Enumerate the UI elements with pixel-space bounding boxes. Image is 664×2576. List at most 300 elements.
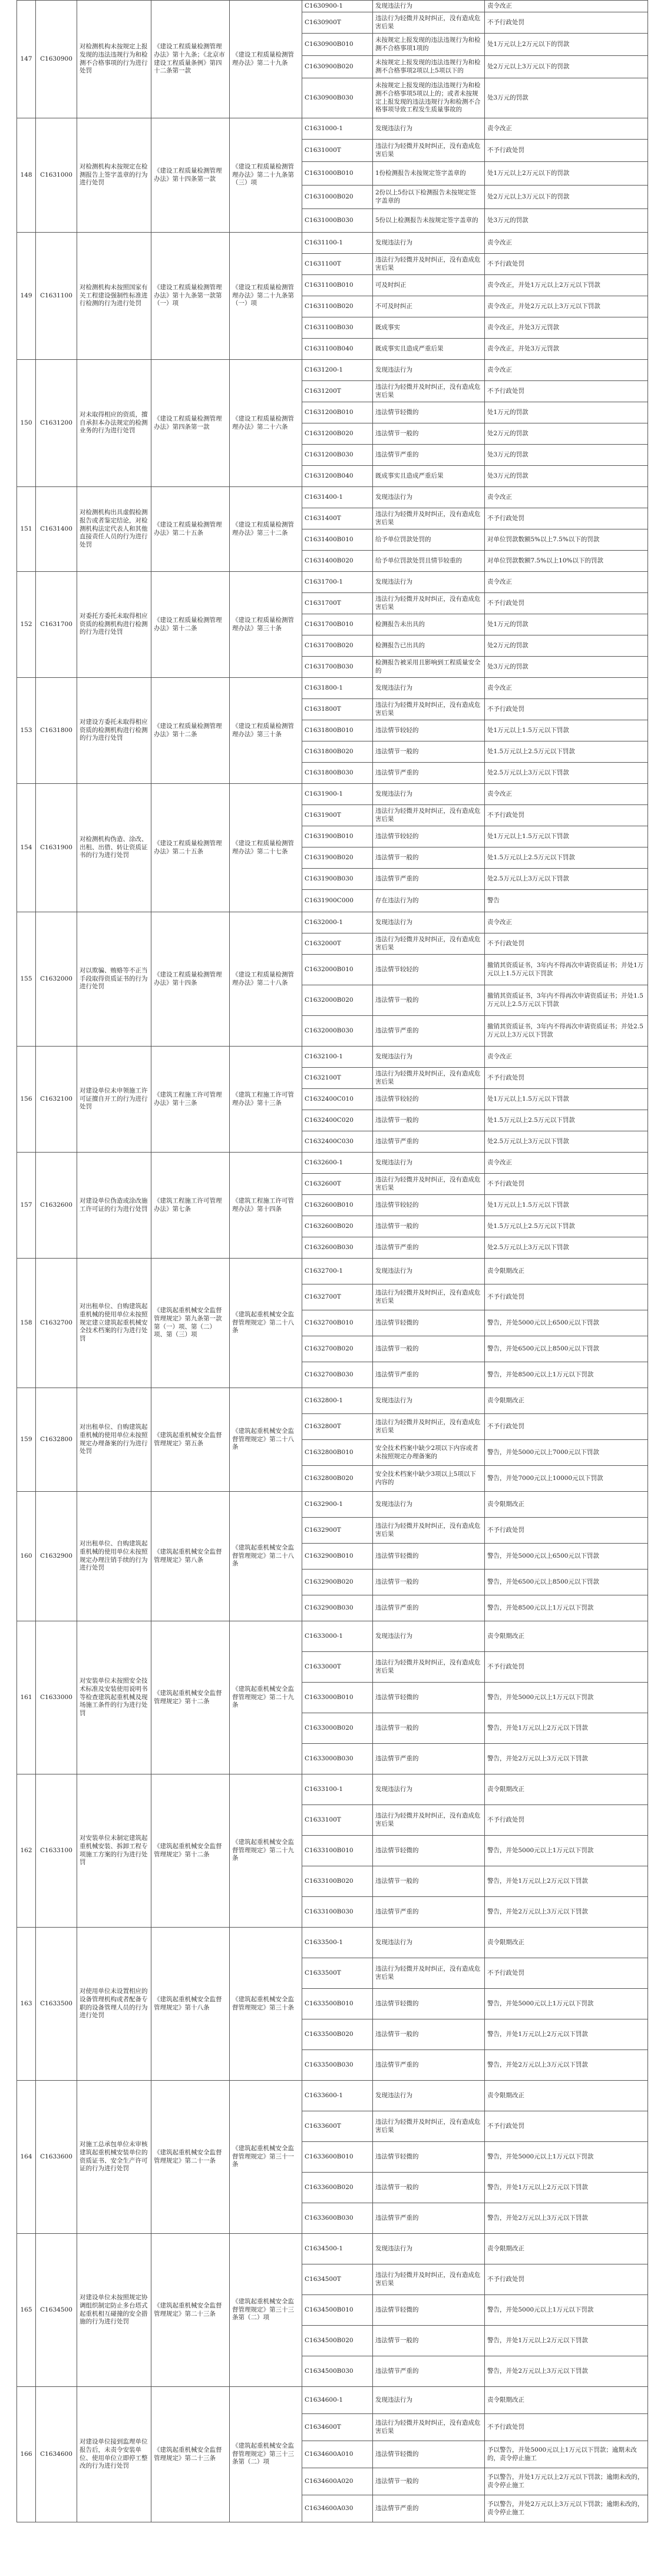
violation-circumstance: 违法行为轻微并及时纠正，没有造成危害后果 [373,805,485,826]
sub-item-code: C1631000T [302,140,373,162]
sub-item-code: C1631800-1 [302,678,373,699]
sub-item-code: C1633100T [302,1805,373,1836]
violation-circumstance: 违法情节较轻的 [373,1195,485,1216]
violation-circumstance: 存在违法行为的 [373,890,485,912]
penalty-standard: 警告，并处2万元以上3万元以下罚款 [485,2356,648,2387]
legal-basis-violation: 《建筑起重机械安全监督管理规定》第二十三条 [151,2234,230,2387]
row-number: 160 [17,1492,36,1621]
violation-circumstance: 违法情节一般的 [373,2468,485,2495]
legal-basis-penalty: 《建筑起重机械安全监督管理规定》第二十九条 [230,1774,302,1928]
row-number: 153 [17,678,36,784]
sub-item-code: C1632600-1 [302,1153,373,1174]
penalty-standard: 撤销其资质证书，3年内不得再次申请资质证书；并处2.5万元以上3万元以下罚款 [485,1016,648,1047]
row-number: 147 [17,1,36,118]
violation-circumstance: 发现违法行为 [373,233,485,254]
sub-item-code: C1633000B020 [302,1713,373,1744]
violation-circumstance: 违法情节较轻的 [373,826,485,847]
violation-circumstance: 违法行为轻微并及时纠正，没有造成危害后果 [373,508,485,529]
violation-circumstance: 发现违法行为 [373,1388,485,1414]
sub-item-code: C1632800T [302,1414,373,1440]
sub-item-code: C1632700T [302,1284,373,1310]
table-row [17,1621,648,1652]
violation-circumstance: 给予单位罚款处罚且情节较重的 [373,551,485,572]
legal-basis-violation: 《建筑起重机械安全监督管理规定》第十二条 [151,1774,230,1928]
sub-item-code: C1631900C000 [302,890,373,912]
penalty-standard: 警告，并处5000元以上7000元以下罚款 [485,1440,648,1466]
sub-item-code: C1631200T [302,381,373,402]
penalty-standard: 责令限期改正 [485,1492,648,1518]
sub-item-code: C1632400C030 [302,1131,373,1153]
penalty-standard: 处1万元以上1.5万元以下罚款 [485,826,648,847]
item-code: C1633100 [36,1774,77,1928]
sub-item-code: C1634500-1 [302,2234,373,2264]
sub-item-code: C1632600B020 [302,1216,373,1237]
sub-item-code: C1630900-1 [302,1,373,12]
sub-item-code: C1632600T [302,1174,373,1195]
violation-circumstance: 违法行为轻微并及时纠正，没有造成危害后果 [373,1284,485,1310]
penalty-standard: 责令限期改正 [485,2081,648,2111]
item-name: 对出租单位、自购建筑起重机械的使用单位未按照规定办理注销手续的行为进行处罚 [77,1492,151,1621]
violation-circumstance: 违法情节一般的 [373,2019,485,2050]
item-name: 对检测机构未按照国家有关工程建设强制性标准进行检测的行为进行处罚 [77,233,151,360]
penalty-standard: 处1.5万元以上2.5万元以下罚款 [485,741,648,763]
sub-item-code: C1631700-1 [302,572,373,593]
sub-item-code: C1633000T [302,1652,373,1683]
row-number: 158 [17,1259,36,1388]
penalty-standard: 处1万元以上2万元以下的罚款 [485,162,648,186]
penalty-standard: 责令改正 [485,233,648,254]
item-name: 对检测机构未按规定在检测报告上签字盖章的行为进行处罚 [77,118,151,233]
violation-circumstance: 未按规定上报发现的违法违规行为和检测不合格事项5项以上的；或者未按规定上报发现的违法违规行为和检测不合格事项导致工程发生质量事故的 [373,78,485,118]
sub-item-code: C1633100B020 [302,1866,373,1897]
penalty-standards-table [16,0,648,2522]
penalty-standard: 撤销其资质证书，3年内不得再次申请资质证书；并处1.5万元以上2.5万元以下罚款 [485,985,648,1016]
violation-circumstance: 发现违法行为 [373,572,485,593]
table-row [17,233,648,254]
violation-circumstance: 检测报告被采用且影响到工程质量安全的 [373,657,485,678]
violation-circumstance: 违法情节轻微的 [373,2142,485,2173]
legal-basis-penalty: 《建筑工程施工许可管理办法》第十四条 [230,1153,302,1259]
sub-item-code: C1634500B010 [302,2295,373,2326]
violation-circumstance: 违法情节一般的 [373,1570,485,1595]
penalty-standard: 责令限期改正 [485,1774,648,1805]
violation-circumstance: 违法情节一般的 [373,1110,485,1131]
penalty-standard: 责令改正 [485,572,648,593]
penalty-standard: 予以警告，并处5000元以上1万元以下罚款；逾期未改的，责令停止施工 [485,2441,648,2468]
violation-circumstance: 违法行为轻微并及时纠正，没有造成危害后果 [373,2111,485,2142]
item-code: C1634500 [36,2234,77,2387]
penalty-standard: 处1.5万元以上2.5万元以下罚款 [485,1110,648,1131]
sub-item-code: C1634600A010 [302,2441,373,2468]
penalty-standard: 警告，并处1万元以上2万元以下罚款 [485,1866,648,1897]
penalty-standard: 处1.5万元以上2.5万元以下罚款 [485,1216,648,1237]
item-code: C1631800 [36,678,77,784]
sub-item-code: C1633100B010 [302,1836,373,1866]
row-number: 163 [17,1928,36,2081]
penalty-standard: 不予行政处罚 [485,381,648,402]
violation-circumstance: 发现违法行为 [373,118,485,140]
sub-item-code: C1631900B030 [302,869,373,890]
penalty-standard: 责令限期改正 [485,2234,648,2264]
violation-circumstance: 违法情节一般的 [373,741,485,763]
sub-item-code: C1632400C020 [302,1110,373,1131]
sub-item-code: C1631200-1 [302,360,373,381]
violation-circumstance: 违法情节一般的 [373,423,485,445]
sub-item-code: C1631800B020 [302,741,373,763]
legal-basis-violation: 《建筑起重机械安全监督管理规定》第二十三条 [151,2387,230,2522]
violation-circumstance: 违法情节严重的 [373,763,485,784]
legal-basis-penalty: 《建筑起重机械安全监督管理规定》第三十三条第（二）项 [230,2234,302,2387]
sub-item-code: C1633000B010 [302,1683,373,1713]
item-name: 对出租单位、自购建筑起重机械的使用单位未按照规定办理备案的行为进行处罚 [77,1388,151,1492]
penalty-standard: 不予行政处罚 [485,1414,648,1440]
table-row [17,1928,648,1958]
legal-basis-penalty: 《建设工程质量检测管理办法》第二十七条 [230,784,302,912]
penalty-standard: 警告，并处5000元以上6500元以下罚款 [485,1544,648,1570]
sub-item-code: C1631000B020 [302,186,373,209]
violation-circumstance: 违法情节一般的 [373,1713,485,1744]
violation-circumstance: 发现违法行为 [373,487,485,508]
sub-item-code: C1632800B020 [302,1466,373,1492]
table-row [17,1,648,12]
violation-circumstance: 违法情节一般的 [373,1216,485,1237]
penalty-standard: 处2万元的罚款 [485,423,648,445]
violation-circumstance: 发现违法行为 [373,360,485,381]
item-code: C1634600 [36,2387,77,2522]
item-code: C1632900 [36,1492,77,1621]
violation-circumstance: 检测报告未出具的 [373,614,485,635]
row-number: 156 [17,1047,36,1153]
table-row [17,1492,648,1518]
legal-basis-penalty: 《建筑起重机械安全监督管理规定》第三十三条第（二）项 [230,2387,302,2522]
legal-basis-penalty: 《建设工程质量检测管理办法》第三十二条 [230,487,302,572]
violation-circumstance: 5份以上检测报告未按规定签字盖章的 [373,209,485,233]
legal-basis-violation: 《建筑起重机械安全监督管理规定》第五条 [151,1388,230,1492]
item-code: C1631200 [36,360,77,487]
sub-item-code: C1631800B010 [302,720,373,741]
violation-circumstance: 违法情节严重的 [373,1237,485,1259]
sub-item-code: C1631700B010 [302,614,373,635]
item-name: 对检测机构未按规定上报发现的违法违规行为和检测不合格事项的行为进行处罚 [77,1,151,118]
violation-circumstance: 未按规定上报发现的违法违规行为和检测不合格事项2项以上5项以下的 [373,56,485,78]
violation-circumstance: 违法情节严重的 [373,1016,485,1047]
sub-item-code: C1632700B020 [302,1336,373,1362]
violation-circumstance: 违法情节较轻的 [373,1089,485,1110]
penalty-standard: 处1万元以上2万元以下的罚款 [485,34,648,56]
violation-circumstance: 违法情节较轻的 [373,720,485,741]
legal-basis-penalty: 《建设工程质量检测管理办法》第二十八条 [230,912,302,1047]
legal-basis-violation: 《建筑起重机械安全监督管理规定》第二十一条 [151,2081,230,2234]
penalty-standard: 警告，并处6500元以上8500元以下罚款 [485,1570,648,1595]
penalty-standard: 警告，并处1万元以上2万元以下罚款 [485,2326,648,2356]
penalty-standard: 责令改正 [485,1047,648,1068]
sub-item-code: C1633600B010 [302,2142,373,2173]
row-number: 151 [17,487,36,572]
violation-circumstance: 违法行为轻微并及时纠正，没有造成危害后果 [373,1518,485,1544]
penalty-standard: 不予行政处罚 [485,1805,648,1836]
item-name: 对检测机构伪造、涂改、出租、出借、转让资质证书的行为进行处罚 [77,784,151,912]
legal-basis-violation: 《建筑起重机械安全监督管理规定》第九条第一款第（一）项、第（二）项、第（三）项 [151,1259,230,1388]
violation-circumstance: 违法情节轻微的 [373,1544,485,1570]
item-name: 对建设单位接到监理单位报告后，未责令安装单位、使用单位立即停工整改的行为进行处罚 [77,2387,151,2522]
sub-item-code: C1631100-1 [302,233,373,254]
legal-basis-penalty: 《建设工程质量检测管理办法》第二十九条第（三）项 [230,118,302,233]
penalty-standard: 责令改正 [485,678,648,699]
sub-item-code: C1631900B020 [302,847,373,869]
penalty-standard: 处2.5万元以上3万元以下罚款 [485,1237,648,1259]
penalty-standard: 处1.5万元以上2.5万元以下罚款 [485,847,648,869]
item-code: C1631700 [36,572,77,678]
table-row [17,572,648,593]
sub-item-code: C1633600B030 [302,2203,373,2234]
penalty-standard: 警告，并处2万元以上3万元以下罚款 [485,2050,648,2081]
sub-item-code: C1632000T [302,933,373,955]
violation-circumstance: 违法行为轻微并及时纠正，没有造成危害后果 [373,593,485,614]
violation-circumstance: 发现违法行为 [373,1,485,12]
penalty-standard: 责令改正，并处2万元以上3万元以下罚款 [485,296,648,317]
sub-item-code: C1633600-1 [302,2081,373,2111]
violation-circumstance: 违法行为轻微并及时纠正，没有造成危害后果 [373,2414,485,2441]
sub-item-code: C1633000-1 [302,1621,373,1652]
violation-circumstance: 违法情节严重的 [373,2203,485,2234]
penalty-standard: 处1万元以上1.5万元以下罚款 [485,1195,648,1216]
sub-item-code: C1632100-1 [302,1047,373,1068]
sub-item-code: C1630900B030 [302,78,373,118]
sub-item-code: C1632900T [302,1518,373,1544]
violation-circumstance: 违法行为轻微并及时纠正，没有造成危害后果 [373,140,485,162]
penalty-standard: 警告，并处1万元以上2万元以下罚款 [485,1713,648,1744]
sub-item-code: C1632900B030 [302,1595,373,1621]
row-number: 165 [17,2234,36,2387]
sub-item-code: C1634600A030 [302,2495,373,2522]
penalty-standard: 处2万元以上3万元以下的罚款 [485,56,648,78]
violation-circumstance: 不可及时纠正 [373,296,485,317]
sub-item-code: C1633100-1 [302,1774,373,1805]
penalty-standard: 不予行政处罚 [485,1652,648,1683]
violation-circumstance: 发现违法行为 [373,1774,485,1805]
sub-item-code: C1631700B030 [302,657,373,678]
sub-item-code: C1631700B020 [302,635,373,657]
sub-item-code: C1631100B040 [302,339,373,360]
legal-basis-violation: 《建设工程质量检测管理办法》第十二条 [151,572,230,678]
sub-item-code: C1634500B030 [302,2356,373,2387]
penalty-standard: 予以警告，并处1万元以上2万元以下罚款；逾期未改的，责令停止施工 [485,2468,648,2495]
sub-item-code: C1631200B010 [302,402,373,423]
violation-circumstance: 既成事实且造成严重后果 [373,339,485,360]
legal-basis-penalty: 《建筑起重机械安全监督管理规定》第二十九条 [230,1621,302,1774]
sub-item-code: C1632700-1 [302,1259,373,1284]
violation-circumstance: 违法情节严重的 [373,1595,485,1621]
table-row [17,2081,648,2111]
penalty-standard: 处3万元的罚款 [485,445,648,466]
sub-item-code: C1630900B010 [302,34,373,56]
legal-basis-violation: 《建筑起重机械安全监督管理规定》第十八条 [151,1928,230,2081]
sub-item-code: C1634600T [302,2414,373,2441]
penalty-standard: 警告，并处2万元以上3万元以下罚款 [485,1744,648,1774]
legal-basis-penalty: 《建筑起重机械安全监督管理规定》第三十条 [230,1928,302,2081]
violation-circumstance: 违法情节一般的 [373,1336,485,1362]
violation-circumstance: 发现违法行为 [373,2387,485,2414]
item-code: C1631400 [36,487,77,572]
row-number: 152 [17,572,36,678]
violation-circumstance: 违法情节严重的 [373,2495,485,2522]
sub-item-code: C1632800B010 [302,1440,373,1466]
sub-item-code: C1632000B010 [302,955,373,985]
item-code: C1633600 [36,2081,77,2234]
violation-circumstance: 违法情节严重的 [373,1897,485,1928]
legal-basis-violation: 《建筑起重机械安全监督管理规定》第八条 [151,1492,230,1621]
legal-basis-penalty: 《建设工程质量检测管理办法》第二十九条 [230,1,302,118]
penalty-standard: 不予行政处罚 [485,1284,648,1310]
sub-item-code: C1631900T [302,805,373,826]
penalty-standard: 对单位罚款数额7.5%以上10%以下的罚款 [485,551,648,572]
violation-circumstance: 违法情节一般的 [373,2173,485,2203]
violation-circumstance: 发现违法行为 [373,1492,485,1518]
penalty-standard: 警告，并处8500元以上1万元以下罚款 [485,1362,648,1388]
penalty-standard: 责令限期改正 [485,2387,648,2414]
violation-circumstance: 违法情节较轻的 [373,955,485,985]
violation-circumstance: 安全技术档案中缺少3项以上5项以下内容的 [373,1466,485,1492]
sub-item-code: C1630900T [302,12,373,34]
sub-item-code: C1631800B030 [302,763,373,784]
sub-item-code: C1632000B030 [302,1016,373,1047]
item-name: 对建设单位未申领施工许可证擅自开工的行为进行处罚 [77,1047,151,1153]
penalty-standard: 警告，并处5000元以上6500元以下罚款 [485,1310,648,1336]
penalty-standard: 予以警告，并处2万元以上3万元以下罚款；逾期未改的，责令停止施工 [485,2495,648,2522]
legal-basis-violation: 《建设工程质量检测管理办法》第十四条 [151,912,230,1047]
legal-basis-violation: 《建设工程质量检测管理办法》第十九条；《北京市建设工程质量条例》第四十二条第一款 [151,1,230,118]
violation-circumstance: 违法情节轻微的 [373,402,485,423]
penalty-standard: 责令限期改正 [485,1259,648,1284]
violation-circumstance: 安全技术档案中缺少2项以下内容或者未按照规定办理备案的 [373,1440,485,1466]
violation-circumstance: 发现违法行为 [373,2081,485,2111]
violation-circumstance: 违法情节严重的 [373,445,485,466]
penalty-standard: 警告，并处5000元以上1万元以下罚款 [485,1836,648,1866]
row-number: 159 [17,1388,36,1492]
item-code: C1633000 [36,1621,77,1774]
sub-item-code: C1631000B010 [302,162,373,186]
row-number: 166 [17,2387,36,2522]
violation-circumstance: 发现违法行为 [373,1259,485,1284]
penalty-standard: 责令改正 [485,1,648,12]
table-row [17,487,648,508]
table-row [17,1153,648,1174]
sub-item-code: C1632900-1 [302,1492,373,1518]
penalty-standard: 不予行政处罚 [485,1174,648,1195]
sub-item-code: C1632900B010 [302,1544,373,1570]
penalty-standard: 不予行政处罚 [485,1958,648,1989]
penalty-standard: 不予行政处罚 [485,2414,648,2441]
item-name: 对以欺骗、贿赂等不正当手段取得资质证书的行为进行处罚 [77,912,151,1047]
legal-basis-penalty: 《建筑起重机械安全监督管理规定》第二十八条 [230,1388,302,1492]
sub-item-code: C1633500B010 [302,1989,373,2019]
row-number: 162 [17,1774,36,1928]
violation-circumstance: 2份以上5份以下检测报告未按规定签字盖章的 [373,186,485,209]
sub-item-code: C1632000-1 [302,912,373,933]
table-row [17,1388,648,1414]
violation-circumstance: 违法情节轻微的 [373,1989,485,2019]
item-name: 对安装单位未制定建筑起重机械安装、拆卸工程专项施工方案的行为进行处罚 [77,1774,151,1928]
sub-item-code: C1632000B020 [302,985,373,1016]
sub-item-code: C1631900-1 [302,784,373,805]
violation-circumstance: 既成事实 [373,317,485,339]
legal-basis-penalty: 《建筑起重机械安全监督管理规定》第二十八条 [230,1492,302,1621]
penalty-standard: 不予行政处罚 [485,699,648,720]
violation-circumstance: 违法情节一般的 [373,847,485,869]
violation-circumstance: 违法行为轻微并及时纠正，没有造成危害后果 [373,1174,485,1195]
legal-basis-violation: 《建筑起重机械安全监督管理规定》第十二条 [151,1621,230,1774]
violation-circumstance: 违法情节一般的 [373,2326,485,2356]
sub-item-code: C1631800T [302,699,373,720]
table-row [17,1259,648,1284]
penalty-standard: 警告，并处1万元以上2万元以下罚款 [485,2173,648,2203]
sub-item-code: C1634500T [302,2264,373,2295]
violation-circumstance: 违法情节轻微的 [373,1683,485,1713]
sub-item-code: C1632900B020 [302,1570,373,1595]
item-name: 对施工总承包单位未审核建筑起重机械安装单位的资质证书、安全生产许可证的行为进行处罚 [77,2081,151,2234]
violation-circumstance: 违法情节严重的 [373,869,485,890]
penalty-standard: 责令改正 [485,1153,648,1174]
violation-circumstance: 违法行为轻微并及时纠正，没有造成危害后果 [373,933,485,955]
penalty-standard: 警告，并处7000元以上10000元以下罚款 [485,1466,648,1492]
sub-item-code: C1633500B030 [302,2050,373,2081]
penalty-standard: 责令改正 [485,912,648,933]
violation-circumstance: 违法情节轻微的 [373,1310,485,1336]
penalty-standard: 警告，并处6500元以上8500元以下罚款 [485,1336,648,1362]
sub-item-code: C1632800-1 [302,1388,373,1414]
penalty-standard: 不予行政处罚 [485,140,648,162]
item-code: C1632000 [36,912,77,1047]
row-number: 155 [17,912,36,1047]
penalty-standard: 责令改正，并处1万元以上2万元以下罚款 [485,275,648,296]
sub-item-code: C1631700T [302,593,373,614]
violation-circumstance: 发现违法行为 [373,1928,485,1958]
sub-item-code: C1633600B020 [302,2173,373,2203]
penalty-standard: 不予行政处罚 [485,1068,648,1089]
violation-circumstance: 发现违法行为 [373,1153,485,1174]
legal-basis-penalty: 《建设工程质量检测管理办法》第三十条 [230,572,302,678]
item-code: C1631000 [36,118,77,233]
penalty-standard: 责令改正 [485,784,648,805]
violation-circumstance: 违法情节轻微的 [373,2295,485,2326]
penalty-standard: 不予行政处罚 [485,1518,648,1544]
violation-circumstance: 违法情节严重的 [373,2050,485,2081]
row-number: 149 [17,233,36,360]
sub-item-code: C1632600B010 [302,1195,373,1216]
row-number: 148 [17,118,36,233]
penalty-standard: 处3万元的罚款 [485,466,648,487]
penalty-standard: 撤销其资质证书，3年内不得再次申请资质证书；并处1万元以上1.5万元以下罚款 [485,955,648,985]
penalty-standard: 责令改正 [485,118,648,140]
violation-circumstance: 违法情节严重的 [373,1131,485,1153]
sub-item-code: C1631200B030 [302,445,373,466]
violation-circumstance: 发现违法行为 [373,2234,485,2264]
penalty-standard: 处2万元以上3万元以下的罚款 [485,186,648,209]
penalty-standard: 警告，并处1万元以上2万元以下罚款 [485,2019,648,2050]
item-code: C1633500 [36,1928,77,2081]
legal-basis-penalty: 《建筑工程施工许可管理办法》第十三条 [230,1047,302,1153]
sub-item-code: C1633600T [302,2111,373,2142]
penalty-standard: 警告 [485,890,648,912]
violation-circumstance: 违法行为轻微并及时纠正，没有造成危害后果 [373,1805,485,1836]
penalty-standard: 责令限期改正 [485,1621,648,1652]
item-name: 对检测机构出具虚假检测报告或者鉴定结论，对检测机构法定代表人和其他直接责任人员的行为进行处罚 [77,487,151,572]
sub-item-code: C1632700B030 [302,1362,373,1388]
penalty-standard: 不予行政处罚 [485,933,648,955]
legal-basis-penalty: 《建筑起重机械安全监督管理规定》第二十八条 [230,1259,302,1388]
sub-item-code: C1633000B030 [302,1744,373,1774]
sub-item-code: C1631200B020 [302,423,373,445]
